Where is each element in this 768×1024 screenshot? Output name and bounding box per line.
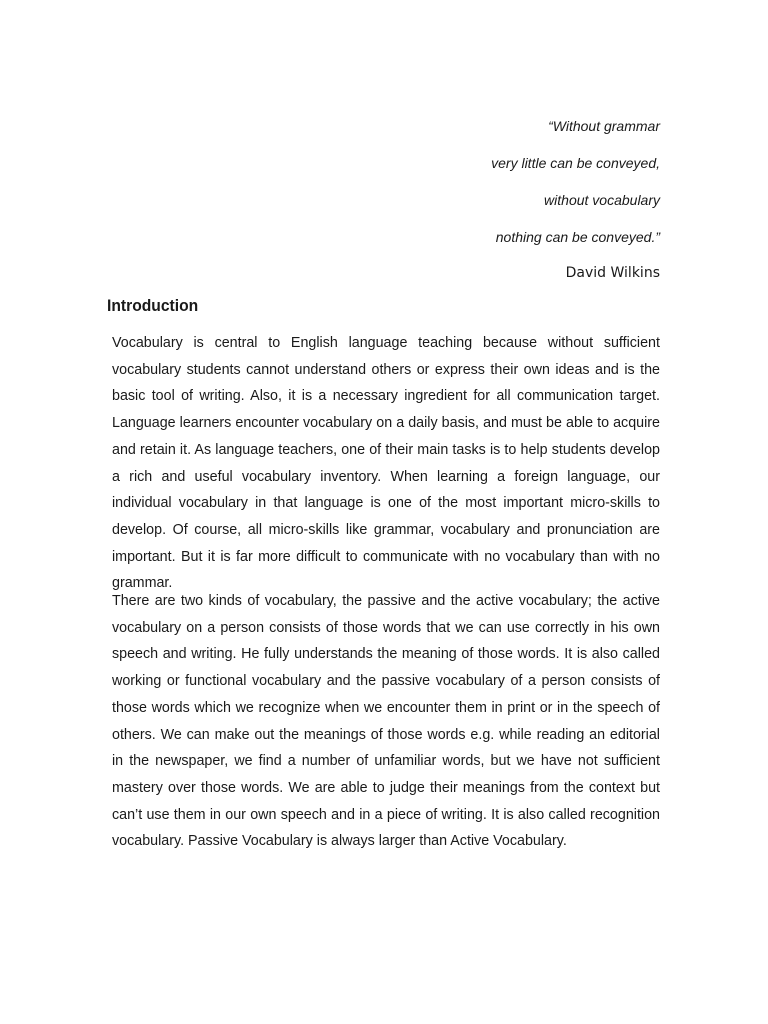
body-paragraph: There are two kinds of vocabulary, the passive and the active vocabulary; the active vocabulary on a person consists of those words that we can use correctly in his own speech and writing. He fully understands the meaning of those words. It is also called working or functional vocabulary and the passive vocabulary of a person consists of those words which we recognize when we encounter them in print or in the speech of others. We can make out the meanings of those words e.g. while reading an editorial in the newspaper, we find a number of unfamiliar words, but we have not sufficient mastery over those words. We are able to judge their meanings from the context but can’t use them in our own speech and in a piece of writing. It is also called recognition vocabulary. Passive Vocabulary is always larger than Active Vocabulary. xyxy=(112,593,660,850)
quote-author: David Wilkins xyxy=(565,265,660,281)
quote-line: “Without grammar xyxy=(548,118,660,134)
quote-line: without vocabulary xyxy=(544,192,660,208)
section-heading: Introduction xyxy=(107,296,199,315)
epigraph-quote xyxy=(491,108,660,291)
quote-line: very little can be conveyed, xyxy=(491,155,660,171)
quote-line: nothing can be conveyed.” xyxy=(495,229,660,245)
body-paragraph: Vocabulary is central to English language teaching because without sufficient vocabulary students cannot understand others or express their own ideas and is the basic tool of writing. Also, it is a necessary ingredient for all communication target. Language learners encounter vocabulary on a daily basis, and must be able to acquire and retain it. As language teachers, one of their main tasks is to help students develop a rich and useful vocabulary inventory. When learning a foreign language, our individual vocabulary in that language is one of the most important micro-skills to develop. Of course, all micro-skills like grammar, vocabulary and pronunciation are important. But it is far more difficult to communicate with no vocabulary than with no grammar. xyxy=(112,335,660,592)
